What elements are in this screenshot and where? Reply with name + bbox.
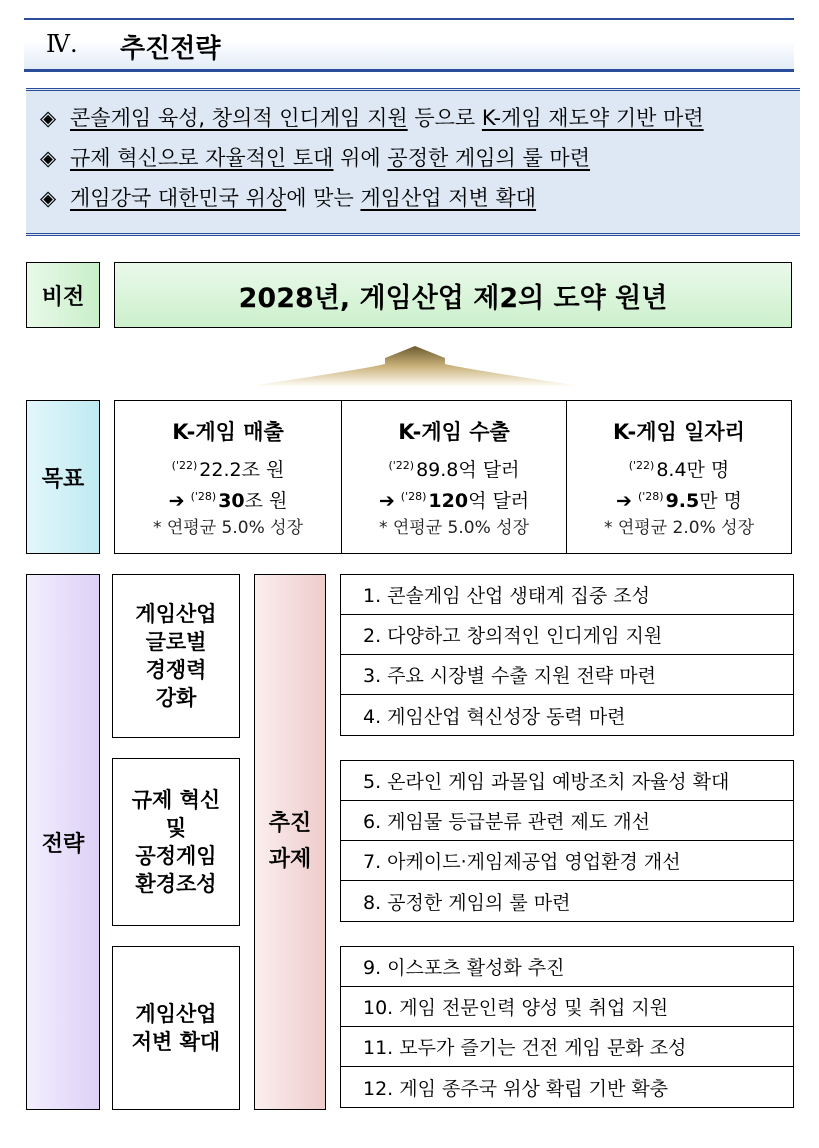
task-item: 9. 이스포츠 활성화 추진: [341, 947, 793, 987]
strategy-pillar: [112, 574, 240, 738]
summary-bullet: [40, 105, 704, 131]
goal-target: [567, 483, 791, 515]
summary-text: 규제 혁신으로 자율적인 토대: [70, 146, 334, 170]
goal-baseline: [115, 453, 341, 483]
task-item: 12. 게임 종주국 위상 확립 기반 확충: [363, 1077, 669, 1100]
year-tag: ('28): [190, 490, 217, 503]
diamond-bullet-icon: ◈: [40, 186, 57, 210]
goal-growth-note: * 연평균 5.0% 성장: [152, 518, 303, 538]
year-tag: ('28): [400, 490, 427, 503]
task-item: 7. 아케이드·게임제공업 영업환경 개선: [341, 841, 793, 881]
goal-growth-note: * 연평균 2.0% 성장: [603, 518, 754, 538]
goal-heading: K-게임 수출: [398, 420, 510, 444]
task-item: 5. 온라인 게임 과몰입 예방조치 자율성 확대: [341, 761, 793, 801]
strategy-pillar: [112, 946, 240, 1110]
up-arrow-icon: [250, 346, 580, 386]
summary-text: 등으로: [407, 106, 482, 130]
summary-text: 게임강국 대한민국 위상: [70, 186, 287, 210]
diamond-bullet-icon: ◈: [40, 106, 57, 130]
goal-target-value: 30: [218, 490, 245, 512]
year-tag: ('22): [628, 459, 655, 472]
right-arrow-icon: ➔: [168, 490, 185, 512]
goal-target-unit: 억 달러: [468, 490, 530, 512]
goal-heading: K-게임 일자리: [613, 420, 745, 444]
goal-target-value: 9.5: [665, 490, 700, 512]
year-tag: ('22): [171, 459, 198, 472]
goal-baseline-value: 89.8억 달러: [416, 459, 520, 481]
goal-target: [115, 483, 341, 515]
pillar-line: 저변 확대: [131, 1030, 221, 1054]
goal-target-value: 120: [428, 490, 469, 512]
goal-growth-note: * 연평균 5.0% 성장: [378, 518, 529, 538]
goal-baseline: [567, 453, 791, 483]
summary-text: 공정한 게임의 룰 마련: [387, 146, 591, 170]
summary-text: 게임산업 저변 확대: [360, 186, 537, 210]
right-arrow-icon: ➔: [616, 490, 632, 512]
task-item: 1. 콘솔게임 산업 생태계 집중 조성: [341, 575, 793, 615]
pillar-line: 게임산업: [135, 1002, 217, 1026]
task-item: 2. 다양하고 창의적인 인디게임 지원: [341, 615, 793, 655]
goal-target: [342, 483, 566, 515]
goal-baseline-value: 8.4만 명: [656, 459, 730, 481]
task-item: 10. 게임 전문인력 양성 및 취업 지원: [341, 987, 793, 1027]
task-item: 8. 공정한 게임의 룰 마련: [363, 891, 571, 914]
pillar-line: 환경조성: [135, 872, 217, 896]
vision-statement: 2028년, 게임산업 제2의 도약 원년: [114, 262, 792, 328]
page-title: 추진전략: [120, 34, 221, 64]
right-arrow-icon: ➔: [378, 490, 395, 512]
section-title-banner: [24, 18, 794, 72]
push-tasks-label: [254, 574, 326, 1110]
diamond-bullet-icon: ◈: [40, 146, 57, 170]
task-group: [340, 760, 794, 922]
pillar-line: 게임산업: [135, 602, 217, 626]
push-label-line: 추진: [268, 811, 312, 836]
strategy-label: 전략: [26, 574, 100, 1110]
goal-column: [341, 401, 566, 553]
strategy-pillar: [112, 758, 240, 926]
task-item: 11. 모두가 즐기는 건전 게임 문화 조성: [341, 1027, 793, 1067]
push-label-line: 과제: [268, 847, 312, 872]
task-item: 4. 게임산업 혁신성장 동력 마련: [363, 705, 626, 728]
task-item: 3. 주요 시장별 수출 지원 전략 마련: [341, 655, 793, 695]
vision-label: 비전: [26, 262, 100, 328]
summary-bullet: [40, 145, 590, 171]
task-group: [340, 946, 794, 1108]
goal-column: [115, 401, 341, 553]
summary-text: 위에: [333, 146, 388, 170]
goals-label: 목표: [26, 400, 100, 554]
goal-baseline-value: 22.2조 원: [199, 459, 285, 481]
goal-column: [566, 401, 791, 553]
summary-text: K-게임 재도약 기반 마련: [481, 106, 704, 130]
goal-heading: K-게임 매출: [172, 420, 284, 444]
year-tag: ('22): [388, 459, 415, 472]
goal-target-unit: 만 명: [699, 490, 742, 512]
pillar-line: 및: [165, 816, 187, 840]
summary-text: 에 맞는: [286, 186, 361, 210]
goal-baseline: [342, 453, 566, 483]
summary-bullet: [40, 185, 536, 211]
summary-text: 콘솔게임 육성, 창의적 인디게임 지원: [70, 106, 408, 130]
task-group: [340, 574, 794, 736]
summary-box: [26, 88, 800, 236]
pillar-line: 강화: [155, 686, 197, 710]
pillar-line: 규제 혁신: [131, 788, 221, 812]
year-tag: ('28): [637, 490, 664, 503]
goal-target-unit: 조 원: [244, 490, 288, 512]
pillar-line: 글로벌: [145, 630, 207, 654]
pillar-line: 공정게임: [135, 844, 217, 868]
task-item: 6. 게임물 등급분류 관련 제도 개선: [341, 801, 793, 841]
section-number: Ⅳ.: [46, 30, 78, 58]
goals-box: [114, 400, 792, 554]
pillar-line: 경쟁력: [145, 658, 207, 682]
